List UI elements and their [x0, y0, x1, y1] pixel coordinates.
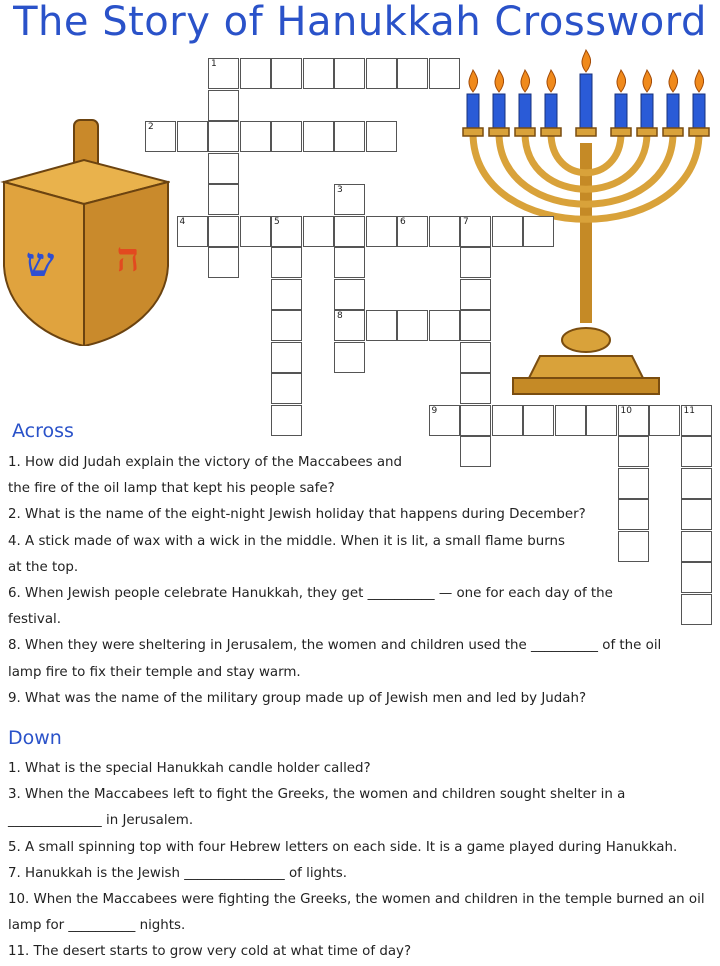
- down-clue-line: lamp for __________ nights.: [8, 918, 186, 934]
- crossword-cell[interactable]: [397, 58, 428, 89]
- crossword-cell[interactable]: [460, 247, 491, 278]
- crossword-cell[interactable]: [366, 121, 397, 152]
- crossword-cell[interactable]: [177, 216, 208, 247]
- crossword-cell[interactable]: [586, 405, 617, 436]
- crossword-cell[interactable]: [618, 405, 649, 436]
- crossword-cell[interactable]: [334, 58, 365, 89]
- down-clue-line: 3. When the Maccabees left to fight the Greeks, the women and children sought shelter in a: [8, 787, 626, 803]
- across-clue-line: 1. How did Judah explain the victory of the Maccabees and: [8, 455, 403, 470]
- crossword-cell[interactable]: [460, 436, 491, 467]
- clue-number: 9: [431, 405, 438, 416]
- crossword-cell[interactable]: [681, 499, 712, 530]
- crossword-cell[interactable]: [208, 90, 239, 121]
- crossword-cell[interactable]: [303, 58, 334, 89]
- clue-number: 4: [179, 216, 186, 227]
- crossword-cell[interactable]: [523, 405, 554, 436]
- crossword-cell[interactable]: [271, 247, 302, 278]
- crossword-cell[interactable]: [208, 58, 239, 89]
- across-clue-line: 6. When Jewish people celebrate Hanukkah, they get __________ — one for each day of the: [8, 586, 613, 601]
- crossword-cell[interactable]: [429, 310, 460, 341]
- he-letter-icon: ה: [116, 234, 140, 281]
- crossword-cell[interactable]: [208, 121, 239, 152]
- crossword-cell[interactable]: [334, 184, 365, 215]
- down-clue-line: 11. The desert starts to grow very cold at what time of day?: [8, 944, 412, 960]
- crossword-cell[interactable]: [618, 468, 649, 499]
- crossword-cell[interactable]: [366, 216, 397, 247]
- crossword-cell[interactable]: [271, 342, 302, 373]
- crossword-cell[interactable]: [681, 436, 712, 467]
- clue-number: 1: [211, 59, 217, 69]
- crossword-cell[interactable]: [429, 216, 460, 247]
- crossword-cell[interactable]: [460, 373, 491, 404]
- crossword-cell[interactable]: [208, 153, 239, 184]
- across-clue-line: 2. What is the name of the eight-night Jewish holiday that happens during December?: [8, 507, 586, 523]
- crossword-cell[interactable]: [492, 405, 523, 436]
- crossword-cell[interactable]: [271, 216, 302, 247]
- shin-letter-icon: ש: [25, 239, 55, 286]
- crossword-cell[interactable]: [271, 279, 302, 310]
- crossword-cell[interactable]: [208, 184, 239, 215]
- crossword-cell[interactable]: [240, 58, 271, 89]
- crossword-cell[interactable]: [681, 405, 712, 436]
- crossword-cell[interactable]: [492, 216, 523, 247]
- crossword-cell[interactable]: [303, 121, 334, 152]
- crossword-cell[interactable]: [618, 499, 649, 530]
- across-clue-line: 8. When they were sheltering in Jerusalem, the women and children used the __________ of the oil: [8, 638, 662, 654]
- crossword-cell[interactable]: [240, 121, 271, 152]
- crossword-cell[interactable]: [240, 216, 271, 247]
- crossword-cell[interactable]: [334, 247, 365, 278]
- crossword-cell[interactable]: [429, 405, 460, 436]
- crossword-cell[interactable]: [555, 405, 586, 436]
- across-clue-line: at the top.: [8, 559, 79, 575]
- crossword-cell[interactable]: [460, 405, 491, 436]
- crossword-cell[interactable]: [271, 405, 302, 436]
- clue-number: 6: [400, 216, 406, 227]
- crossword-cell[interactable]: [177, 121, 208, 152]
- down-clue-line: 1. What is the special Hanukkah candle holder called?: [8, 761, 371, 776]
- clue-number: 2: [148, 122, 154, 132]
- crossword-cell[interactable]: [618, 436, 649, 467]
- crossword-cell[interactable]: [649, 405, 680, 436]
- crossword-cell[interactable]: [334, 279, 365, 310]
- across-clue-line: 4. A stick made of wax with a wick in the middle. When it is lit, a small flame burns: [8, 533, 565, 549]
- crossword-cell[interactable]: [460, 310, 491, 341]
- crossword-cell[interactable]: [397, 216, 428, 247]
- crossword-cell[interactable]: [145, 121, 176, 152]
- clue-number: 10: [620, 405, 632, 416]
- across-clue-line: lamp fire to fix their temple and stay warm.: [8, 664, 301, 680]
- crossword-cell[interactable]: [681, 562, 712, 593]
- crossword-cell[interactable]: [334, 121, 365, 152]
- crossword-cell[interactable]: [366, 310, 397, 341]
- crossword-cell[interactable]: [334, 216, 365, 247]
- crossword-cell[interactable]: [460, 279, 491, 310]
- crossword-cell[interactable]: [460, 216, 491, 247]
- crossword-cell[interactable]: [681, 531, 712, 562]
- crossword-cell[interactable]: [681, 468, 712, 499]
- clue-number: 5: [274, 216, 280, 227]
- down-heading: Down: [8, 727, 62, 749]
- crossword-cell[interactable]: [303, 216, 334, 247]
- crossword-cell[interactable]: [460, 342, 491, 373]
- clue-number: 7: [463, 216, 469, 227]
- down-clue-line: ______________ in Jerusalem.: [8, 813, 194, 829]
- across-clue-line: 9. What was the name of the military group made up of Jewish men and led by Judah?: [8, 690, 587, 706]
- crossword-cell[interactable]: [523, 216, 554, 247]
- down-clue-line: 7. Hanukkah is the Jewish _______________ of lights.: [8, 865, 348, 881]
- clue-number: 3: [337, 185, 343, 195]
- clue-number: 11: [683, 405, 695, 416]
- crossword-cell[interactable]: [397, 310, 428, 341]
- crossword-cell[interactable]: [271, 373, 302, 404]
- across-heading: Across: [12, 420, 74, 442]
- crossword-cell[interactable]: [271, 58, 302, 89]
- crossword-cell[interactable]: [271, 310, 302, 341]
- crossword-cell[interactable]: [208, 216, 239, 247]
- down-clue-line: 5. A small spinning top with four Hebrew letters on each side. It is a game played during Hanukkah.: [8, 839, 678, 855]
- down-clue-line: 10. When the Maccabees were fighting the Greeks, the women and children in the temple burned an oil: [8, 892, 705, 907]
- across-clue-line: the fire of the oil lamp that kept his people safe?: [8, 481, 335, 497]
- across-clue-line: festival.: [8, 612, 62, 628]
- crossword-cell[interactable]: [271, 121, 302, 152]
- page-title: The Story of Hanukkah Crossword: [13, 0, 707, 45]
- crossword-cell[interactable]: [681, 594, 712, 625]
- crossword-cell[interactable]: [334, 310, 365, 341]
- crossword-cell[interactable]: [208, 247, 239, 278]
- crossword-cell[interactable]: [334, 342, 365, 373]
- crossword-cell[interactable]: [366, 58, 397, 89]
- clue-number: 8: [337, 311, 343, 321]
- crossword-cell[interactable]: [618, 531, 649, 562]
- crossword-cell[interactable]: [429, 58, 460, 89]
